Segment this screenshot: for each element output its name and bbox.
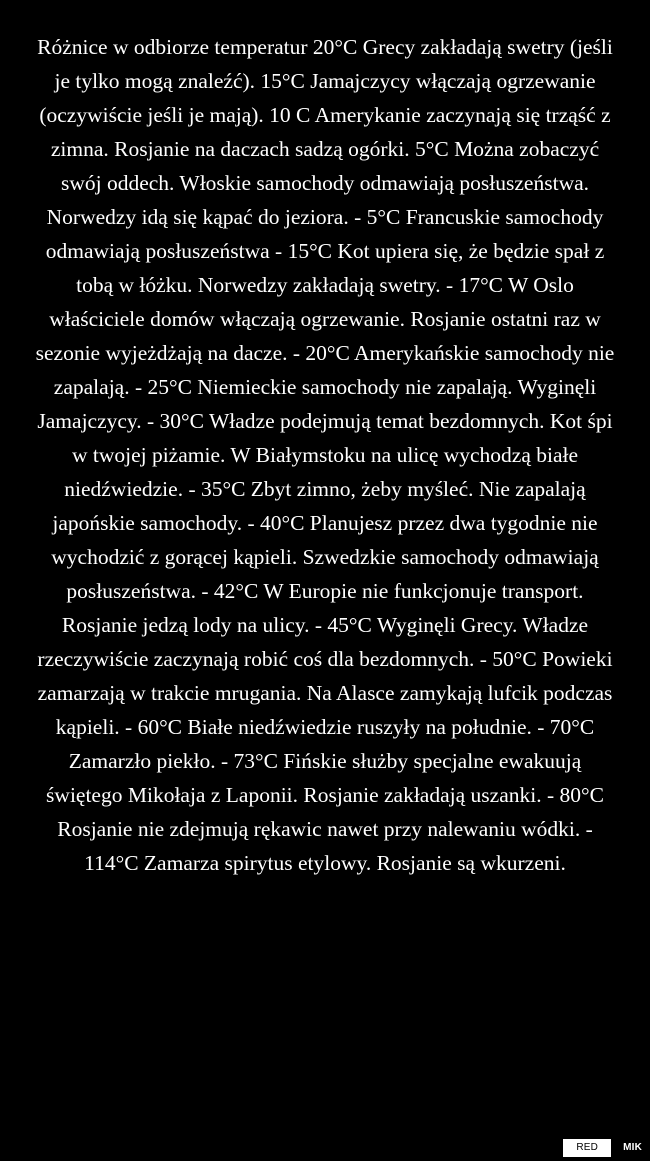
- meme-text-body: Różnice w odbiorze temperatur 20°C Grecy zakładają swetry (jeśli je tylko mogą znaleźć). 15°C Jamajczycy włączają ogrzewanie (oczywiście jeśli je mają). 10 C Amerykanie zaczynają się trząść z zimna. Rosjanie na daczach sadzą ogórki. 5°C Można zobaczyć swój oddech. Włoskie samochody odmawiają posłuszeństwa. Norwedzy idą się kąpać do jeziora. - 5°C Francuskie samochody odmawiają posłuszeństwa - 15°C Kot upiera się, że będzie spał z tobą w łóżku. Norwedzy zakładają swetry. - 17°C W Oslo właściciele domów włączają ogrzewanie. Rosjanie ostatni raz w sezonie wyjeżdżają na dacze. - 20°C Amerykańskie samochody nie zapalają. - 25°C Niemieckie samochody nie zapalają. Wyginęli Jamajczycy. - 30°C Władze podejmują temat bezdomnych. Kot śpi w twojej piżamie. W Białymstoku na ulicę wychodzą białe niedźwiedzie. - 35°C Zbyt zimno, żeby myśleć. Nie zapalają japońskie samochody. - 40°C Planujesz przez dwa tygodnie nie wychodzić z gorącej kąpieli. Szwedzkie samochody odmawiają posłuszeństwa. - 42°C W Europie nie funkcjonuje transport. Rosjanie jedzą lody na ulicy. - 45°C Wyginęli Grecy. Władze rzeczywiście zaczynają robić coś dla bezdomnych. - 50°C Powieki zamarzają w trakcie mrugania. Na Alasce zamykają lufcik podczas kąpieli. - 60°C Białe niedźwiedzie ruszyły na południe. - 70°C Zamarzło piekło. - 73°C Fińskie służby specjalne ewakuują świętego Mikołaja z Laponii. Rosjanie zakładają uszanki. - 80°C Rosjanie nie zdejmują rękawic nawet przy nalewaniu wódki. - 114°C Zamarza spirytus etylowy. Rosjanie są wkurzeni.: [35, 35, 615, 875]
- site-watermark-logo: [563, 1139, 644, 1157]
- watermark-red: RED: [563, 1139, 611, 1157]
- watermark-mik: MIK: [611, 1139, 644, 1157]
